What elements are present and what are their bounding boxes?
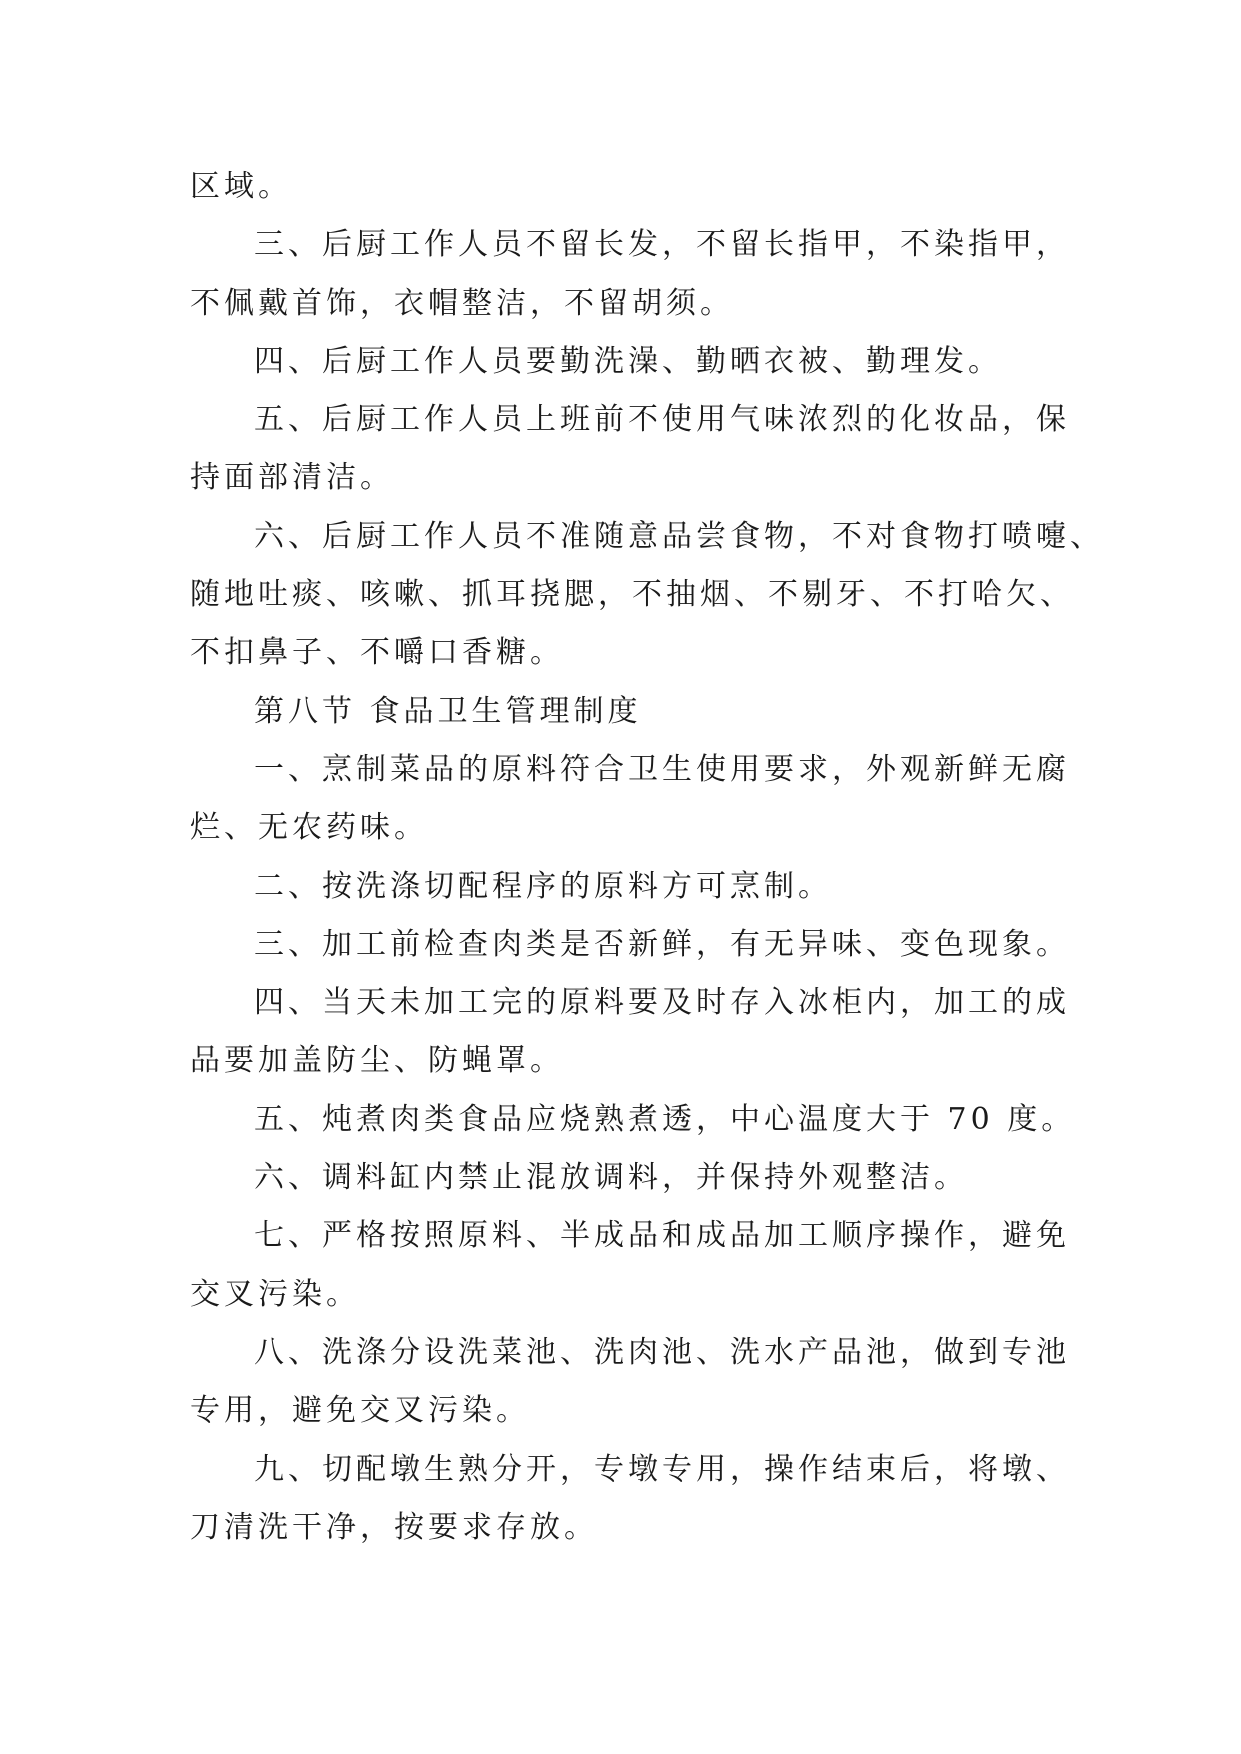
paragraph-line: 专用，避免交叉污染。: [190, 1393, 530, 1429]
paragraph-line: 六、调料缸内禁止混放调料，并保持外观整洁。: [254, 1160, 968, 1196]
paragraph-line: 随地吐痰、咳嗽、抓耳挠腮，不抽烟、不剔牙、不打哈欠、: [190, 577, 1074, 613]
paragraph-line: 四、当天未加工完的原料要及时存入冰柜内，加工的成: [254, 985, 1070, 1021]
document-body: [190, 158, 1104, 1557]
paragraph-line: 区域。: [190, 169, 292, 204]
paragraph-line: 五、后厨工作人员上班前不使用气味浓烈的化妆品，保: [254, 402, 1070, 438]
paragraph-line: 四、后厨工作人员要勤洗澡、勤晒衣被、勤理发。: [254, 343, 1002, 379]
paragraph-line: 七、严格按照原料、半成品和成品加工顺序操作，避免: [254, 1218, 1070, 1254]
paragraph-line: 六、后厨工作人员不准随意品尝食物，不对食物打喷嚏、: [254, 518, 1104, 554]
paragraph-line: 不佩戴首饰，衣帽整洁，不留胡须。: [190, 285, 734, 321]
paragraph-line: 不扣鼻子、不嚼口香糖。: [190, 635, 564, 671]
paragraph-line: 五、炖煮肉类食品应烧熟煮透，中心温度大于 70 度。: [254, 1101, 1076, 1137]
paragraph-line: 三、加工前检查肉类是否新鲜，有无异味、变色现象。: [254, 926, 1070, 962]
paragraph-line: 持面部清洁。: [190, 460, 394, 496]
paragraph-line: 交叉污染。: [190, 1276, 360, 1312]
paragraph-line: 八、洗涤分设洗菜池、洗肉池、洗水产品池，做到专池: [254, 1334, 1070, 1370]
paragraph-line: 二、按洗涤切配程序的原料方可烹制。: [254, 868, 832, 904]
paragraph-line: 品要加盖防尘、防蝇罩。: [190, 1043, 564, 1079]
paragraph-line: 一、烹制菜品的原料符合卫生使用要求，外观新鲜无腐: [254, 751, 1070, 787]
paragraph-line: 三、后厨工作人员不留长发，不留长指甲，不染指甲，: [254, 227, 1070, 263]
paragraph-line: 烂、无农药味。: [190, 810, 428, 846]
paragraph-line: 九、切配墩生熟分开，专墩专用，操作结束后，将墩、: [254, 1451, 1070, 1487]
paragraph-line: 刀清洗干净，按要求存放。: [190, 1509, 598, 1545]
section-heading: 第八节 食品卫生管理制度: [254, 693, 642, 729]
